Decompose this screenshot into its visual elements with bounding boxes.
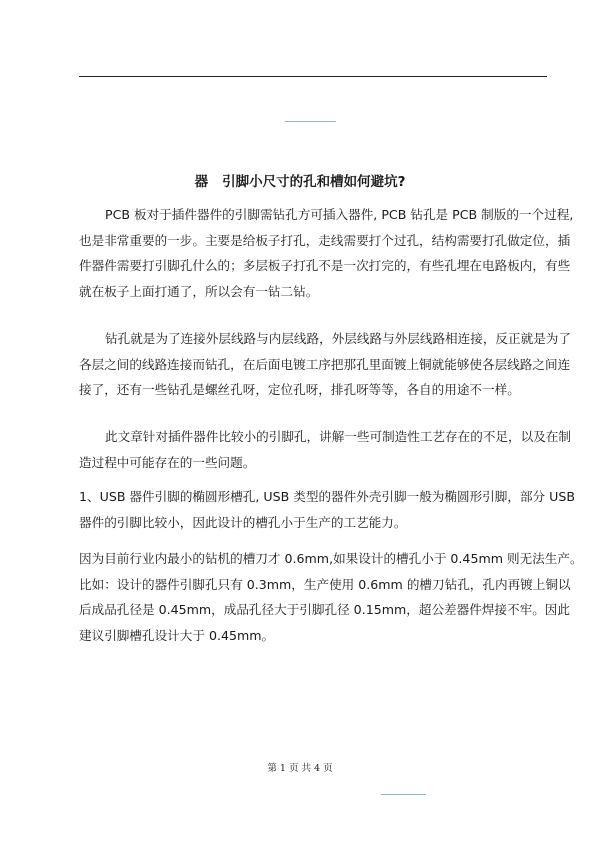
paragraph-slot-size-limit — [79, 546, 583, 648]
paragraph-line: 就在板子上面打通了，所以会有一钻二钻。 — [79, 283, 319, 299]
paragraph-line: PCB 板对于插件器件的引脚需钻孔方可插入器件, PCB 钻孔是 PCB 制版的一个过程, — [105, 207, 574, 222]
paragraph-line: 也是非常重要的一步。主要是给板子打孔，走线需要打个过孔，结构需要打孔做定位，插 — [79, 232, 571, 248]
page-number: 第 1 页 共 4 页 — [267, 763, 333, 774]
header-accent-line — [285, 121, 336, 122]
paragraph-line: 造过程中可能存在的一些问题。 — [79, 454, 256, 470]
section-heading — [0, 172, 600, 192]
paragraph-line: 建议引脚槽孔设计大于 0.45mm。 — [79, 627, 275, 643]
paragraph-drilling-purpose — [79, 326, 571, 403]
paragraph-article-scope — [79, 424, 571, 475]
paragraph-line: 器件的引脚比较小，因此设计的槽孔小于生产的工艺能力。 — [79, 514, 407, 530]
paragraph-line: 因为目前行业内最小的钻机的槽刀才 0.6mm,如果设计的槽孔小于 0.45mm 则无法生产。 — [79, 551, 583, 566]
header-rule — [79, 76, 547, 77]
paragraph-line: 1、USB 器件引脚的椭圆形槽孔, USB 类型的器件外壳引脚一般为椭圆形引脚，部分 USB — [79, 489, 575, 504]
paragraph-line: 后成品孔径是 0.45mm，成品孔径大于引脚孔径 0.15mm，超公差器件焊接不牢。因此 — [79, 602, 570, 618]
paragraph-line: 各层之间的线路连接而钻孔，在后面电镀工序把那孔里面镀上铜就能够使各层线路之间连 — [79, 356, 571, 372]
paragraph-line: 比如：设计的器件引脚孔只有 0.3mm，生产使用 0.6mm 的槽刀钻孔，孔内再镀上铜以 — [79, 576, 571, 592]
paragraph-line: 钻孔就是为了连接外层线路与内层线路，外层线路与外层线路相连接，反正就是为了 — [105, 331, 571, 346]
paragraph-usb-slot — [79, 484, 575, 535]
heading-text: 引脚小尺寸的孔和槽如何避坑? — [222, 174, 406, 190]
paragraph-pcb-drilling-intro — [79, 202, 574, 304]
paragraph-line: 此文章针对插件器件比较小的引脚孔，讲解一些可制造性工艺存在的不足，以及在制 — [105, 429, 571, 444]
paragraph-line: 件器件需要打引脚孔什么的；多层板子打孔不是一次打完的，有些孔埋在电路板内，有些 — [79, 258, 571, 274]
heading-symbol: 器 — [194, 174, 209, 190]
paragraph-line: 接了，还有一些钻孔是螺丝孔呀，定位孔呀，排孔呀等等，各自的用途不一样。 — [79, 382, 520, 398]
footer-accent-line — [381, 794, 426, 795]
